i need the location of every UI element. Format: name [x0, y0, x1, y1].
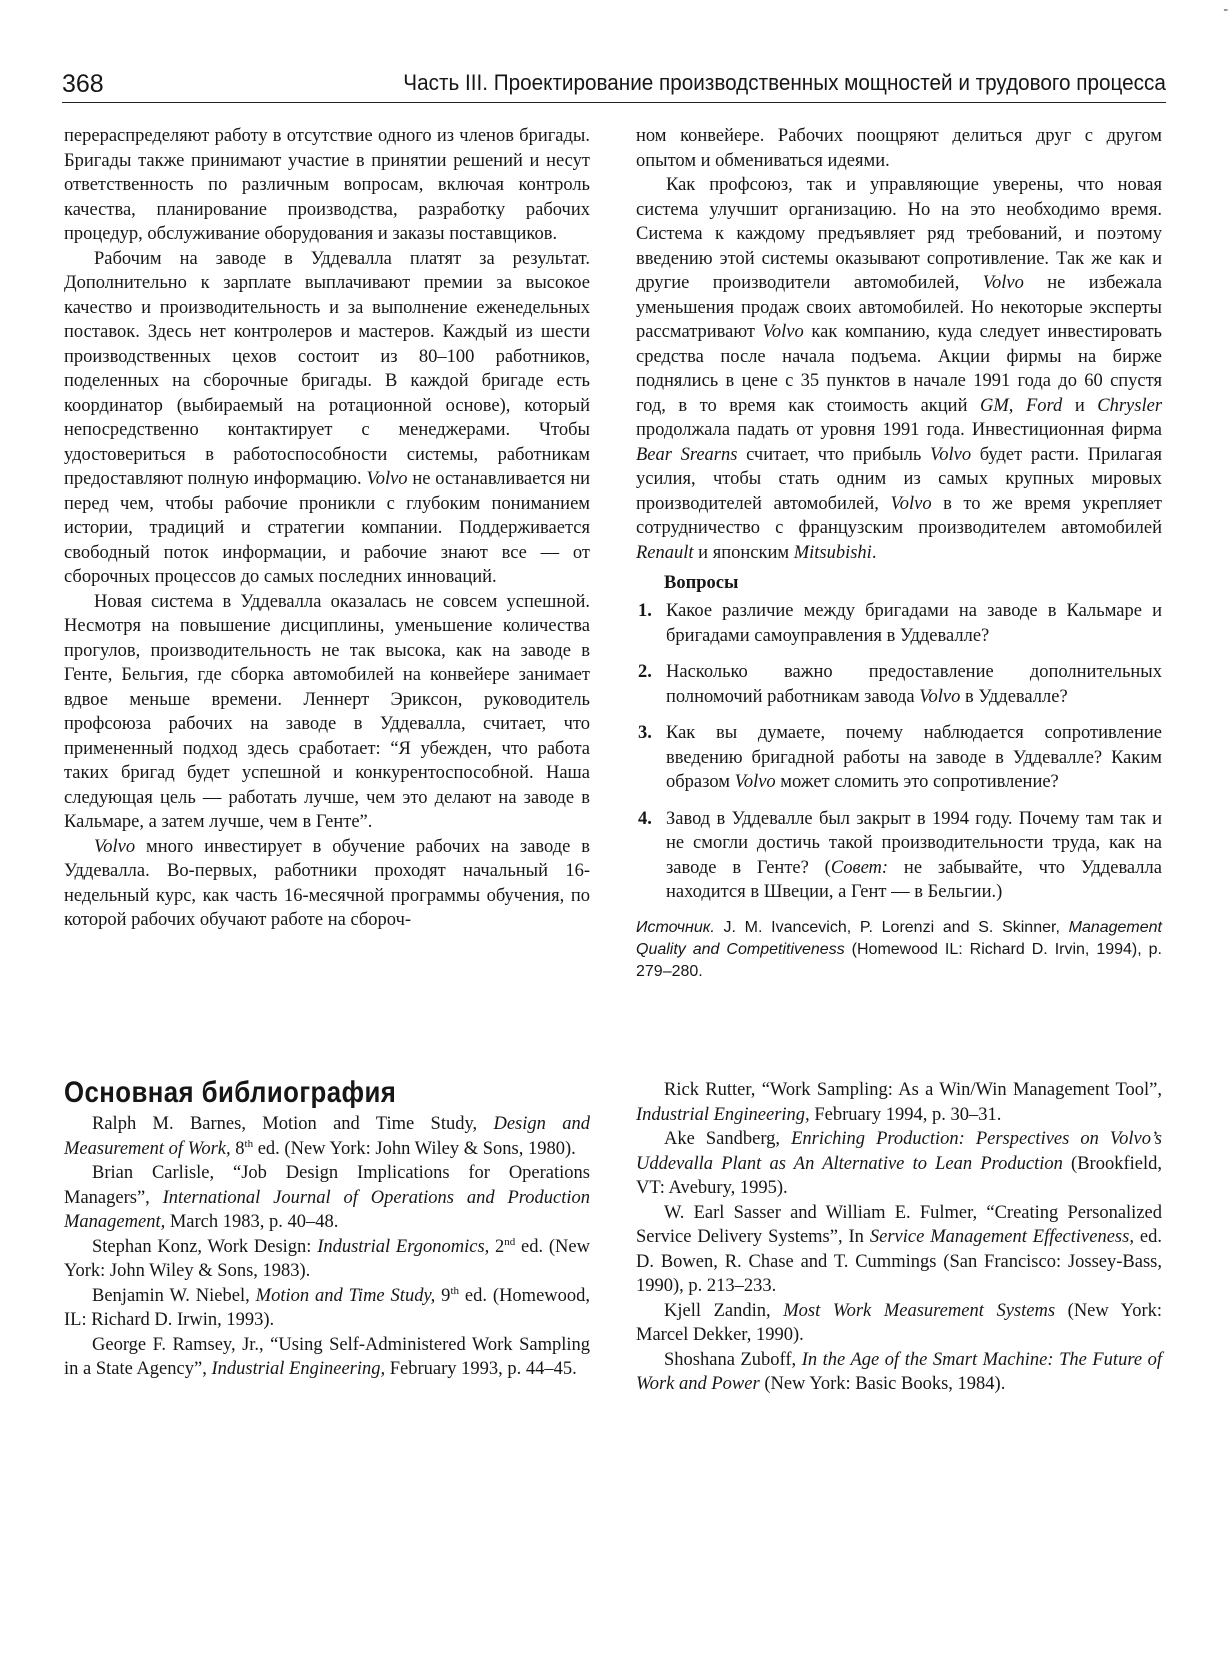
page-number: 368 — [62, 70, 104, 98]
bibliography-entry: Shoshana Zuboff, In the Age of the Smart Machine: The Future of Work and Power (New York: Basic Books, 1984). — [636, 1349, 1162, 1394]
bibliography-entry: Kjell Zandin, Most Work Measurement Systems (New York: Marcel Dekker, 1990). — [636, 1300, 1162, 1345]
question-number: 4. — [638, 808, 652, 829]
paragraph: ном конвейере. Рабочих поощряют делиться друг с другом опытом и обмениваться идеями. — [636, 126, 1162, 171]
paragraph: перераспределяют работу в отсутствие одного из членов бригады. Бригады также принимают участие в принятии решений и несут ответственность по различным вопросам, включая контроль качества, планирование производства, разработку рабочих процедур, обслуживание оборудования и заказы поставщиков. — [64, 126, 590, 244]
paragraph: Как профсоюз, так и управляющие уверены, что новая система улучшит организацию. Но на это необходимо время. Система к каждому предъявляет ряд требований, и поэтому введению этой системы оказывают сопротивление. Так же как и другие производители автомобилей, Volvo не избежала уменьшения продаж своих автомобилей. Но некоторые эксперты рассматривают Volvo как компанию, куда следует инвестировать средства после начала подъема. Акции фирмы на бирже поднялись в цене с 35 пунктов в начале 1991 года до 60 спустя год, в то время как стоимость акций GM, Ford и Chrysler продолжала падать от уровня 1991 года. Инвестиционная фирма Bear Srearns считает, что прибыль Volvo будет расти. Прилагая усилия, чтобы стать одним из самых крупных мировых производителей автомобилей, Volvo в то же время укрепляет сотрудничество с французским производителем автомобилей Renault и японским Mitsubishi. — [636, 175, 1163, 563]
running-header-title: Часть III. Проектирование производственных мощностей и трудового процесса — [403, 70, 1166, 95]
scan-edge-mark: - — [1223, 2, 1228, 17]
paragraph: Volvo много инвестирует в обучение рабочих на заводе в Уддевалла. Во-первых, работники проходят начальный 16-недельный курс, как часть 16-месячной программы обучения, по которой рабочих обучают работе на сбороч- — [64, 836, 590, 930]
paragraph: Новая система в Уддевалла оказалась не совсем успешной. Несмотря на повышение дисциплины, уменьшение количества прогулов, производительность не так высока, как на заводе в Генте, Бельгия, где сборка автомобилей на конвейере занимает вдвое меньше времени. Леннерт Эриксон, руководитель профсоюза рабочих на заводе в Уддевалла, считает, что примененный подход здесь сработает: “Я убежден, что работа таких бригад будет успешной и конкурентоспособной. Наша следующая цель — работать лучше, чем это делают на заводе в Кальмаре, а затем лучше, чем в Генте”. — [64, 591, 590, 832]
bibliography-entry: George F. Ramsey, Jr., “Using Self-Administered Work Sampling in a State Agency”, Industrial Engineering, February 1993, p. 44–45. — [64, 1334, 590, 1379]
bibliography-entry: W. Earl Sasser and William E. Fulmer, “Creating Personalized Service Delivery Systems”, In Service Management Effectiveness, ed. D. Bowen, R. Chase and T. Cummings (San Francisco: Jossey-Bass, 1990), p. 213–233. — [636, 1202, 1162, 1296]
bibliography-right-column — [636, 1078, 1162, 1397]
bibliography-left-column — [64, 1112, 590, 1382]
question-item: 2. Насколько важно предоставление дополнительных полномочий работникам завода Volvo в Уддевалле? — [638, 662, 1162, 707]
bibliography-entry: Rick Rutter, “Work Sampling: As a Win/Win Management Tool”, Industrial Engineering, February 1994, p. 30–31. — [636, 1080, 1162, 1125]
bibliography-entry: Benjamin W. Niebel, Motion and Time Study, 9th ed. (Homewood, IL: Richard D. Irwin, 1993). — [64, 1284, 591, 1330]
bibliography-entry: Stephan Konz, Work Design: Industrial Ergonomics, 2nd ed. (New York: John Wiley & Sons, 1983). — [64, 1235, 590, 1281]
left-text-column — [64, 124, 590, 933]
bibliography-entry: Ralph M. Barnes, Motion and Time Study, Design and Measurement of Work, 8th ed. (New York: John Wiley & Sons, 1980). — [64, 1114, 590, 1159]
source-note: Источник. J. M. Ivancevich, P. Lorenzi and S. Skinner, Management Quality and Competitiveness (Homewood IL: Richard D. Irvin, 1994), p. 279–280. — [636, 918, 1163, 980]
right-text-column — [636, 124, 1162, 983]
bibliography-entry: Ake Sandberg, Enriching Production: Perspectives on Volvo’s Uddevalla Plant as An Alternative to Lean Production (Brookfield, VT: Avebury, 1995). — [636, 1129, 1162, 1198]
question-number: 2. — [638, 662, 652, 682]
running-header — [62, 66, 1166, 103]
bibliography-entry: Brian Carlisle, “Job Design Implications for Operations Managers”, International Journal of Operations and Production Management, March 1983, p. 40–48. — [64, 1163, 590, 1232]
questions-heading: Вопросы — [664, 573, 739, 593]
paragraph: Рабочим на заводе в Уддевалла платят за результат. Дополнительно к зарплате выплачивают премии за высокое качество и производительность и за выполнение еженедельных поставок. Здесь нет контролеров и мастеров. Каждый из шести производственных цехов состоит из 80–100 работников, поделенных на сборочные бригады. В каждой бригаде есть координатор (выбираемый на ротационной основе), который непосредственно контактирует с менеджерами. Чтобы удостовериться в работоспособности системы, работникам предоставляют полную информацию. Volvo не останавливается ни перед чем, чтобы рабочие проникли с глубоким пониманием истории, традиций и стратегии компании. Поддерживается свободный поток информации, и рабочие знают все — от сборочных процессов до самых последних инноваций. — [64, 248, 590, 587]
question-item: 3. Как вы думаете, почему наблюдается сопротивление введению бригадной работы на заводе в Уддевалле? Каким образом Volvo может сломить это сопротивление? — [638, 723, 1162, 792]
question-number: 3. — [638, 723, 652, 743]
questions-list — [636, 599, 1162, 905]
bibliography-heading: Основная библиография — [64, 1076, 397, 1109]
question-item: 1. Какое различие между бригадами на заводе в Кальмаре и бригадами самоуправления в Уддевалле? — [638, 601, 1162, 646]
question-number: 1. — [638, 601, 652, 621]
question-item: 4. Завод в Уддевалле был закрыт в 1994 году. Почему там так и не смогли достичь такой производительности труда, как на заводе в Генте? (Совет: не забывайте, что Уддевалла находится в Швеции, а Гент — в Бельгии.) — [638, 808, 1162, 902]
